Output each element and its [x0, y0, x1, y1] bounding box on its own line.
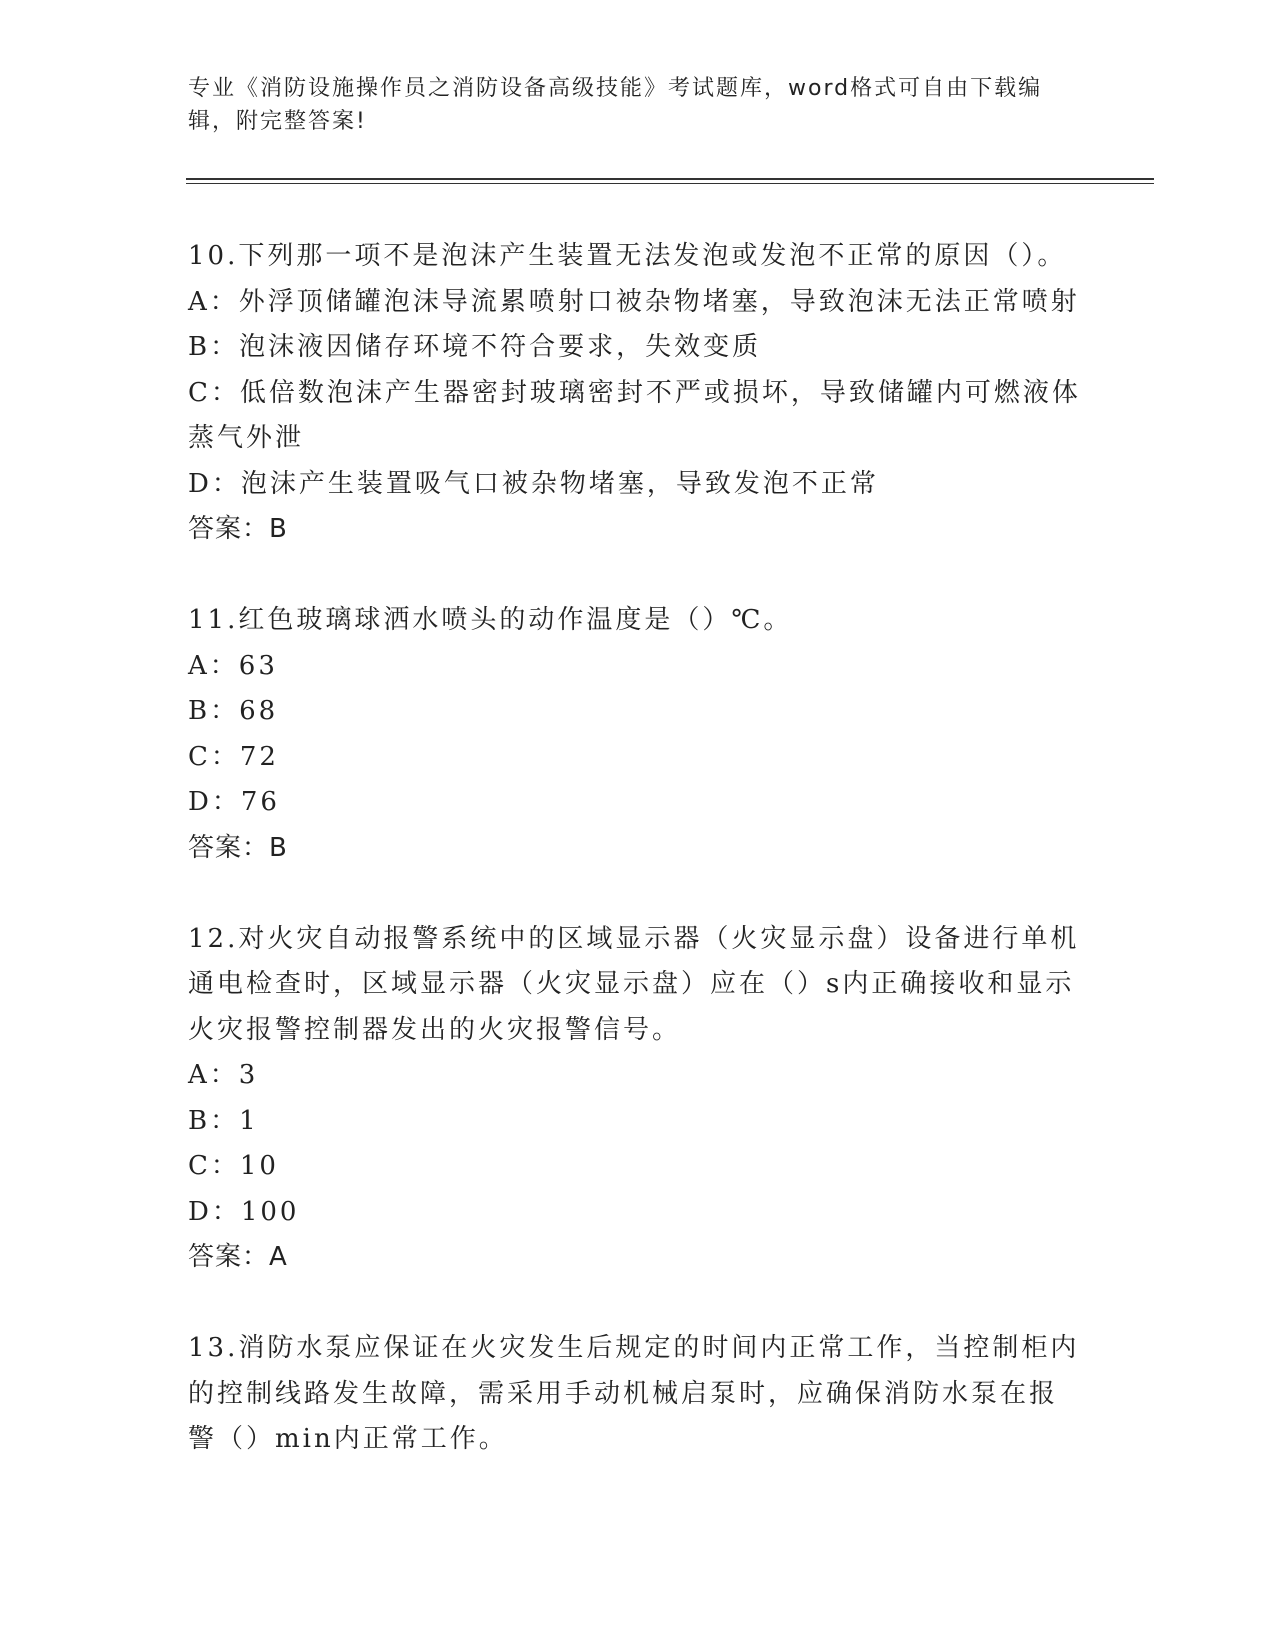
header-divider-thin [186, 183, 1154, 184]
answer: 答案：A [188, 1242, 288, 1272]
option-d: D：100 [188, 1196, 300, 1227]
question-text: 10.下列那一项不是泡沫产生装置无法发泡或发泡不正常的原因（）。 [188, 241, 1067, 271]
answer: 答案：B [188, 514, 288, 544]
question-text-line-3: 警（）min内正常工作。 [188, 1424, 508, 1454]
option-d: D：76 [188, 787, 280, 817]
question-list [188, 234, 1088, 1508]
option-a: A：63 [188, 650, 278, 681]
option-a: A：3 [188, 1060, 259, 1090]
question-text: 11.红色玻璃球洒水喷头的动作温度是（）℃。 [188, 605, 793, 635]
option-b: B：泡沫液因储存环境不符合要求，失效变质 [188, 332, 762, 362]
question-11 [188, 598, 1088, 871]
option-b: B：1 [188, 1105, 259, 1136]
option-c: C：低倍数泡沫产生器密封玻璃密封不严或损坏，导致储罐内可燃液体 [188, 377, 1081, 408]
document-header [188, 72, 1068, 138]
question-text-line-2: 通电检查时，区域显示器（火灾显示盘）应在（）s内正确接收和显示 [188, 969, 1075, 999]
question-12 [188, 917, 1088, 1281]
header-line-2: 辑，附完整答案! [188, 109, 367, 134]
option-c-continued: 蒸气外泄 [188, 423, 305, 453]
answer: 答案：B [188, 832, 288, 863]
question-text-line-1: 13.消防水泵应保证在火灾发生后规定的时间内正常工作，当控制柜内 [188, 1333, 1080, 1363]
option-b: B：68 [188, 696, 279, 726]
header-divider-thick [186, 178, 1154, 180]
question-text-line-2: 的控制线路发生故障，需采用手动机械启泵时，应确保消防水泵在报 [188, 1378, 1059, 1409]
option-c: C：72 [188, 741, 279, 772]
option-a: A：外浮顶储罐泡沫导流累喷射口被杂物堵塞，导致泡沫无法正常喷射 [188, 286, 1080, 317]
question-13 [188, 1326, 1088, 1463]
question-text-line-3: 火灾报警控制器发出的火灾报警信号。 [188, 1014, 682, 1045]
option-d: D：泡沫产生装置吸气口被杂物堵塞，导致发泡不正常 [188, 468, 879, 499]
option-c: C：10 [188, 1151, 279, 1181]
question-text-line-1: 12.对火灾自动报警系统中的区域显示器（火灾显示盘）设备进行单机 [188, 923, 1080, 954]
question-10 [188, 234, 1088, 553]
header-line-1: 专业《消防设施操作员之消防设备高级技能》考试题库，word格式可自由下载编 [188, 76, 1043, 101]
